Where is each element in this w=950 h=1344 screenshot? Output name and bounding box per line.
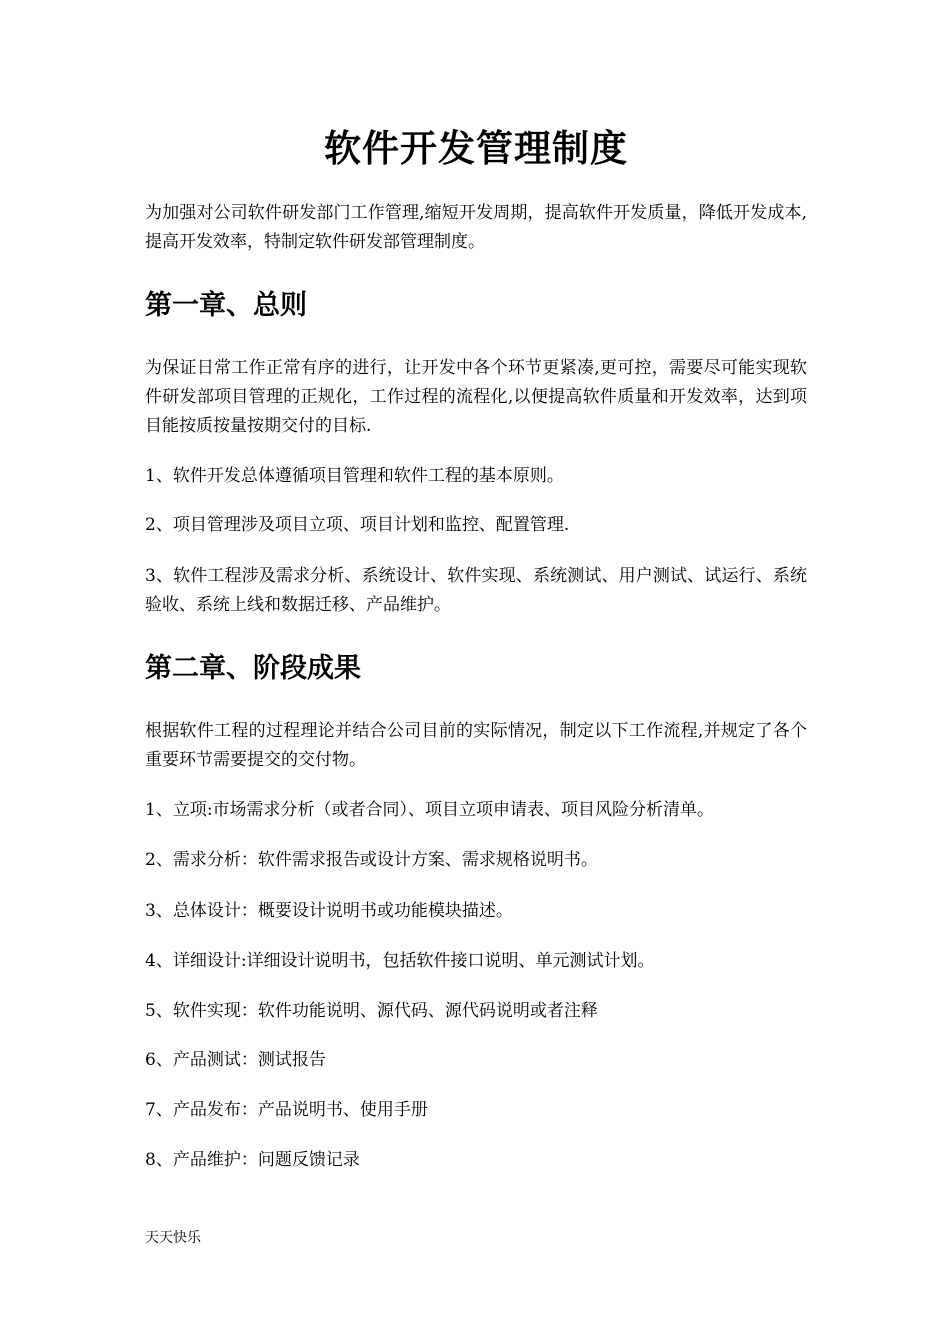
document-title: 软件开发管理制度 xyxy=(324,127,628,170)
chapter-2-item: 6、产品测试：测试报告 xyxy=(145,1050,326,1070)
chapter-1-heading: 第一章、总则 xyxy=(145,290,307,321)
chapter-1-item: 1、软件开发总体遵循项目管理和软件工程的基本原则。 xyxy=(145,466,564,486)
chapter-2-item: 7、产品发布：产品说明书、使用手册 xyxy=(145,1100,428,1120)
chapter-2-item: 5、软件实现：软件功能说明、源代码、源代码说明或者注释 xyxy=(145,1001,598,1021)
chapter-2-item: 8、产品维护：问题反馈记录 xyxy=(145,1150,360,1170)
document-page xyxy=(145,0,807,1344)
chapter-2-item: 3、总体设计：概要设计说明书或功能模块描述。 xyxy=(145,901,513,921)
intro-paragraph: 为加强对公司软件研发部门工作管理,缩短开发周期，提高软件开发质量，降低开发成本,提高开发效率，特制定软件研发部管理制度。 xyxy=(145,203,807,252)
page-footer: 天天快乐 xyxy=(145,1230,201,1246)
chapter-2-paragraph: 根据软件工程的过程理论并结合公司目前的实际情况，制定以下工作流程,并规定了各个重要环节需要提交的交付物。 xyxy=(145,721,807,770)
chapter-1-item: 2、项目管理涉及项目立项、项目计划和监控、配置管理. xyxy=(145,515,570,535)
chapter-2-item: 1、立项:市场需求分析（或者合同）、项目立项申请表、项目风险分析清单。 xyxy=(145,800,715,820)
chapter-2-item: 2、需求分析：软件需求报告或设计方案、需求规格说明书。 xyxy=(145,850,598,870)
chapter-1-item: 3、软件工程涉及需求分析、系统设计、软件实现、系统测试、用户测试、试运行、系统验收、系统上线和数据迁移、产品维护。 xyxy=(145,566,807,615)
chapter-1-paragraph: 为保证日常工作正常有序的进行，让开发中各个环节更紧凑,更可控，需要尽可能实现软件研发部项目管理的正规化，工作过程的流程化,以便提高软件质量和开发效率，达到项目能按质按量按期交付的目标. xyxy=(145,358,807,436)
chapter-2-item: 4、详细设计:详细设计说明书，包括软件接口说明、单元测试计划。 xyxy=(145,951,655,971)
chapter-2-heading: 第二章、阶段成果 xyxy=(145,653,361,684)
